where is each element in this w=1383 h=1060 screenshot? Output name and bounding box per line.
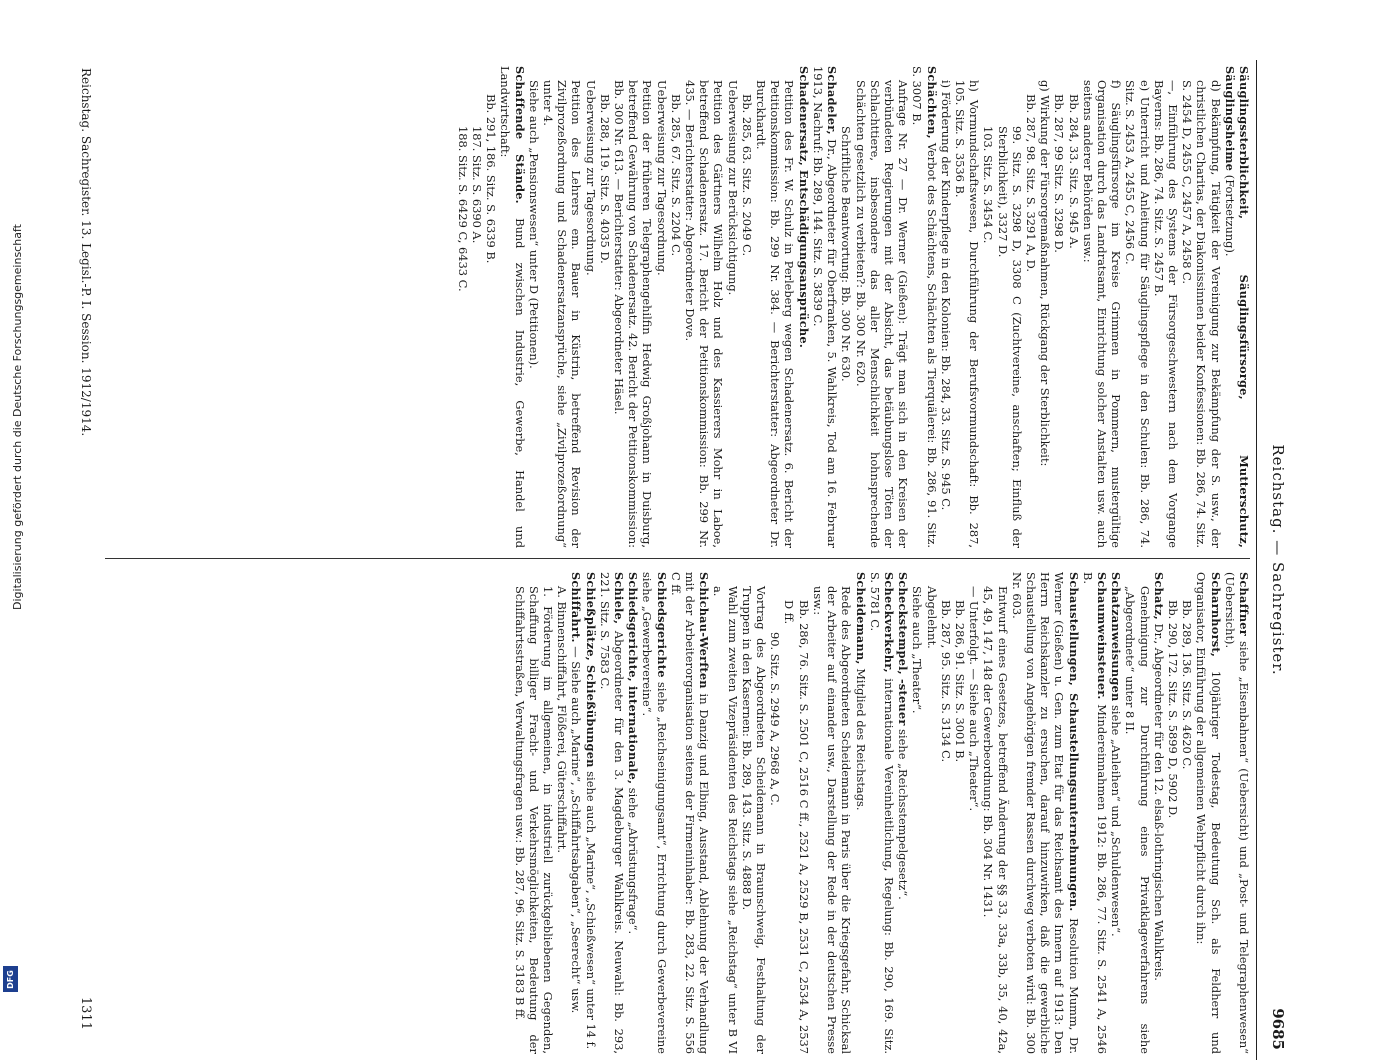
index-entry: [725, 66, 739, 548]
entry-text: Bb. 286, 76. Sitz. S. 2501 C, 2516 C ff., 2521 A, 2529 B, 2531 C, 2534 A, 2537 D ff.: [782, 600, 811, 1054]
entry-text: —, Einführung des Systems der Fürsorgeschwestern nach dem Vorgange Bayerns: Bb. 286, 74. Sitz. S. 2457 B.: [1151, 80, 1180, 548]
entry-text: h) Vormundschaftswesen, Durchführung der Berufsvormundschaft: Bb. 287, 105. Sitz. S. 3536 B.: [952, 80, 982, 548]
entry-text: Ueberweisung zur Berücksichtigung.: [725, 80, 740, 296]
index-entry: [1166, 572, 1180, 1054]
entry-text: Wahl zum zweiten Vizepräsidenten des Reichstags siehe „Reichstag“ unter B VI a.: [711, 586, 740, 1054]
entry-text: Schriftliche Beantwortung: Bb. 300 Nr. 630.: [839, 126, 854, 382]
entry-text: Bb. 288, 119. Sitz. S. 4035 D.: [597, 94, 612, 264]
index-entry: [1024, 66, 1038, 548]
entry-text: Vortrag des Abgeordneten Scheidemann in Braunschweig, Festhaltung der Truppen in den Kasernen: Bb. 289, 143. Sitz. S. 4888 D.: [739, 586, 769, 1054]
entry-keyword: Scharnhorst,: [1208, 572, 1223, 658]
entry-text: Bb. 291, 186. Sitz. S. 6339 B.: [484, 94, 499, 264]
index-entry: [1123, 572, 1151, 1054]
scanned-page: [5, 60, 1295, 1060]
index-entry: [1081, 66, 1124, 548]
entry-text: Rede des Abgeordneten Scheidemann in Paris über die Kriegsgefahr, Schicksal der Arbeiter auf einander usw., Darstellung der Rede in der deutschen Presse usw.:: [810, 586, 854, 1054]
entry-keyword: Schiffahrt.: [569, 572, 584, 643]
index-entry: [768, 572, 782, 1054]
entry-text: Bb. 287, 95. Sitz. S. 3134 C.: [938, 600, 953, 763]
index-entry: [797, 66, 811, 548]
entry-keyword: Schaffner: [1237, 572, 1251, 636]
entry-text: Siehe auch „Theater“.: [910, 586, 925, 714]
index-entry: [839, 66, 853, 548]
entry-keyword: Schadenersatz, Entschädigungsansprüche.: [796, 66, 811, 349]
index-entry: [1194, 572, 1222, 1054]
index-entry: [1010, 572, 1081, 1054]
entry-text: Abgeordneter für den 3. Magdeburger Wahlkreis. Neuwahl: Bb. 293, 221. Sitz. S. 7583 C.: [597, 572, 627, 1054]
entry-text: Petition des Fr. W. Schulz in Perleberg wegen Schadenersatz. 6. Bericht der Petitionskommission: Bb. 299 Nr. 384. — Berichterstatter: Abgeordneter Dr. Burckhardt.: [754, 80, 797, 548]
entry-text: Ueberweisung zur Tagesordnung.: [654, 80, 669, 276]
entry-text: Mitglied des Reichstags.: [853, 664, 868, 811]
page-number: 9685: [1269, 1008, 1287, 1050]
footer-folio: 1311: [78, 996, 93, 1030]
index-entry: [754, 66, 797, 548]
index-entry: [853, 572, 867, 1054]
index-entry: [470, 66, 484, 548]
entry-text: Petition der früheren Telegraphengehilfin Hedwig Großjohann in Duisburg, betreffend Gewährung von Schadenersatz. 42. Bericht der Petitionskommission: Bb. 300 Nr. 613. — Berichterstatter: Abgeordneter Häsel.: [612, 80, 655, 548]
entry-text: 99. Sitz. S. 3298 D, 3308 C (Zuchtvereine, anschaften; Einfluß der Sterblichkeit), 3327 D.: [995, 126, 1024, 548]
index-entry: [1223, 66, 1251, 548]
entry-text: siehe „Reichsstempelgesetz“.: [896, 725, 911, 900]
index-entry: [740, 66, 754, 548]
index-entry: [583, 572, 597, 1054]
entry-keyword: Schadeler,: [825, 66, 840, 135]
funding-notice-text: Digitalisierung gefördert durch die Deutsche Forschungsgemeinschaft: [11, 224, 24, 610]
entry-text: siehe „Eisenbahnen“ (Uebersicht) und „Post- und Telegraphenwesen“ (Uebersicht).: [1222, 572, 1251, 1054]
index-entry: [612, 66, 655, 548]
index-entry: [683, 66, 726, 548]
entry-text: Bund zwischen Industrie, Gewerbe, Handel und Landwirtschaft:: [498, 66, 527, 548]
entry-text: Bb. 289, 136. Sitz. S. 4620 C.: [1180, 600, 1195, 770]
index-entry: [1223, 572, 1251, 1054]
entry-text: Genehmigung zur Durchführung eines Privatklageverfahrens siehe „Abgeordnete“ unter 8 II.: [1123, 586, 1152, 1054]
entry-text: d) Bekämpfung, Tätigkeit der Vereinigung zur Bekämpfung der S. usw., der christlichen Charitas, der Diakonissinnen beider Konfessionen: Bb. 286, 74. Sitz. S. 2454 D, 2455 C, 2457 A, 2458 C.: [1180, 80, 1223, 548]
index-entry: [640, 572, 668, 1054]
entry-keyword: Schatzanweisungen: [1109, 572, 1124, 702]
page-footer: [73, 60, 97, 1060]
index-entry: [811, 66, 839, 548]
index-entry: [1123, 66, 1151, 548]
index-entry: [1052, 66, 1066, 548]
index-entry: [1152, 66, 1180, 548]
index-entry: [669, 572, 712, 1054]
entry-text: Bb. 287, 99 Sitz. S. 3298 D.: [1052, 94, 1067, 253]
index-entry: [896, 572, 910, 1054]
index-entry: [654, 66, 668, 548]
entry-text: Petition des Gärtners Wilhelm Holz und des Kassierers Mohr in Laboe, betreffend Schadenersatz. 17. Bericht der Petitionskommission: Bb. 299 Nr. 435. — Berichterstatter: Abgeordneter Dove.: [683, 80, 726, 548]
entry-keyword: Scheckstempel, -steuer: [896, 572, 911, 726]
entry-text: siehe auch „Marine“, „Schießwesen“ unter 14 f.: [583, 767, 598, 1050]
index-entry: [924, 572, 938, 1054]
entry-text: A. Binnenschiffahrt, Flößerei, Güterschiffahrt.: [555, 586, 570, 854]
entry-text: Resolution Mumm, Dr. Werner (Gießen) u. Gen. zum Etat für das Reichsamt des Innern auf 1913: Den Herrn Reichskanzler zu ersuchen, darauf hinzuwirken, daß die gewerbliche Schaustellung von Angehörigen fremder Rassen durchweg verboten wird: Bb. 300 Nr. 603.: [1009, 572, 1081, 1054]
entry-keyword: Schiele,: [612, 572, 627, 625]
index-entry: [939, 66, 953, 548]
index-entry: [1180, 572, 1194, 1054]
entry-text: — Siehe auch „Marine“, „Schiffahrtsabgaben“, „Seerecht“ usw.: [569, 642, 584, 1014]
index-entry: [512, 572, 555, 1054]
index-entry: [527, 66, 541, 548]
entry-text: Dr., Abgeordneter für den 12. elsaß-lothringischen Wahlkreis.: [1151, 619, 1166, 981]
index-entry: [782, 572, 810, 1054]
index-entry: [1066, 66, 1080, 548]
index-entry: [939, 572, 953, 1054]
index-entry: [811, 572, 854, 1054]
entry-keyword: Schaumweinsteuer.: [1094, 572, 1109, 700]
entry-text: Bb. 287, 98. Sitz. S. 3291 A, D.: [1023, 94, 1038, 272]
index-entry: [541, 66, 584, 548]
page-header: [1256, 60, 1295, 1060]
entry-text: Petition des Lehrers em. Bauer in Küstrin, betreffend Revision der Zivilprozeßordnung und Schadenersatzansprüche, siehe „Zivilprozeßordnung“ unter 4.: [541, 80, 584, 548]
entry-text: f) Säuglingsfürsorge im Kreise Grimmen in Pommern, mustergültige Organisation durch das Landratsamt, Einrichtung solcher Anstalten usw. auch seitens anderer Behörden usw.:: [1080, 80, 1124, 548]
entry-text: 103. Sitz. S. 3454 C.: [981, 126, 996, 244]
entry-text: (Fortsetzung).: [1222, 171, 1237, 257]
entry-text: Entwurf eines Gesetzes, betreffend Änderung der §§ 33, 33a, 33b, 35, 40, 42a, 45, 49, 147, 148 der Gewerbeordnung: Bb. 304 Nr. 1431.: [981, 586, 1010, 1054]
entry-text: Bb. 290, 172. Sitz. S. 5899 D, 5902 D.: [1165, 600, 1180, 819]
entry-keyword: Schießplätze, Schießübungen: [583, 572, 598, 768]
index-entry: [853, 66, 910, 548]
entry-text: Anfrage Nr. 27 — Dr. Werner (Gießen): Trägt man sich in den Kreisen der verbündeten Regierungen mit der Absicht, das betäubungslose Töten der Schlachttiere, insbesondere das aller Menschlichkeit hohnsprechende Schächten gesetzlich zu verbieten?: Bb. 300 Nr. 620.: [853, 80, 911, 548]
index-entry: [456, 66, 470, 548]
entry-text: 1. Förderung im allgemeinen, in industriell zurückgebliebenen Gegenden, Schaffung billiger Fracht- und Verkehrsmöglichkeiten, Bedeutung der Schiffahrtsstraßen, Verwaltungsfragen usw.: Bb. 287, 96. Sitz. S. 3183 B ff.: [512, 586, 556, 1054]
index-entry: [598, 572, 626, 1054]
entry-text: Abgelehnt.: [924, 586, 939, 649]
index-entry: [953, 66, 981, 548]
left-column: [111, 66, 1251, 548]
index-entry: [910, 572, 924, 1054]
entry-keyword: Schatz,: [1151, 572, 1166, 620]
index-entry: [868, 572, 896, 1054]
index-entry: [953, 572, 967, 1054]
index-entry: [1109, 572, 1123, 1054]
dfg-logo-text: DFG: [6, 969, 16, 989]
entry-keyword: Schiedsgerichte, internationale,: [626, 572, 641, 785]
index-entry: [981, 66, 995, 548]
entry-text: — Unterfolgt. — Siehe auch „Theater“.: [967, 586, 982, 812]
index-entry: [669, 66, 683, 548]
entry-text: Bb. 284, 33. Sitz. S. 945 A.: [1066, 94, 1081, 249]
index-entry: [598, 66, 612, 548]
entry-keyword: Schichau-Werften: [697, 572, 712, 689]
index-entry: [995, 66, 1023, 548]
index-entry: [1180, 66, 1223, 548]
entry-text: Verbot des Schächtens, Schächten als Tierquälerei: Bb. 286, 91. Sitz. S. 3007 B.: [910, 66, 939, 548]
entry-keyword: Schaustellungen, Schaustellungsunternehmungen.: [1066, 572, 1081, 912]
right-column: [111, 572, 1251, 1054]
entry-text: i) Förderung der Kinderpflege in den Kolonien: Bb. 284, 33. Sitz. S. 945 C.: [938, 80, 953, 511]
entry-text: Ueberweisung zur Tagesordnung.: [583, 80, 598, 276]
index-entry: [711, 572, 739, 1054]
index-entry: [740, 572, 768, 1054]
index-entry: [498, 66, 526, 548]
index-entry: [1152, 572, 1166, 1054]
entry-text: in Danzig und Elbing, Ausstand, Ablehnung der Verhandlung mit der Arbeiterorganisation seitens der Firmeninhaber: Bb. 283, 22. Sitz. S. 556 C ff.: [668, 572, 712, 1054]
entry-text: Dr., Abgeordneter für Oberfranken, 5. Wahlkreis, Tod am 16. Februar 1913, Nachruf: Bb. 289, 144. Sitz. S. 3839 C.: [810, 66, 840, 548]
index-entry: [569, 572, 583, 1054]
entry-text: Bb. 285, 63. Sitz. S. 2049 C.: [739, 94, 754, 257]
entry-text: Bb. 286, 91. Sitz. S. 3001 B.: [952, 600, 967, 763]
index-entry: [484, 66, 498, 548]
index-entry: [555, 572, 569, 1054]
index-entry: [967, 572, 981, 1054]
entry-text: siehe „Reichseinigungsamt“, Errichtung durch Gewerbevereine siehe „Gewerbevereine“.: [640, 572, 669, 1054]
entry-text: internationale Vereinheitlichung, Regelung: Bb. 290, 169. Sitz. S. 5781 C.: [867, 572, 896, 1054]
entry-text: 188. Sitz. S. 6429 C, 6433 C.: [455, 126, 470, 292]
index-entry: [626, 572, 640, 1054]
index-entry: [1081, 572, 1109, 1054]
entry-text: Mindereinnahmen 1912: Bb. 286, 77. Sitz. S. 2541 A, 2546 B.: [1080, 572, 1109, 1054]
entry-text: g) Wirkung der Fürsorgemaßnahmen, Rückgang der Sterblichkeit:: [1038, 80, 1053, 467]
entry-text: siehe „Abrüstungsfrage“.: [626, 784, 641, 935]
entry-keyword: Säuglingssterblichkeit, Säuglingsfürsorge, Mutterschutz, Säuglingsheime: [1222, 66, 1251, 548]
footer-imprint: Reichstag. Sachregister. 13. Legisl.-P. I. Session. 1912/1914.: [79, 68, 93, 437]
entry-keyword: Scheckverkehr,: [881, 572, 896, 673]
entry-text: Siehe auch „Pensionswesen“ unter D (Petitionen).: [526, 80, 541, 369]
entry-keyword: Schiedsgerichte: [654, 572, 669, 678]
index-entry: [1038, 66, 1052, 548]
entry-keyword: Scheidemann,: [853, 572, 868, 665]
entry-text: 187. Sitz. S. 6390 A.: [470, 126, 485, 244]
entry-keyword: Schaffende Stände.: [512, 66, 527, 204]
index-entry: [583, 66, 597, 548]
index-entry: [910, 66, 938, 548]
entry-text: siehe „Anleihen“ und „Schuldenwesen“.: [1109, 701, 1124, 937]
running-head: Reichstag. — Sachregister.: [1269, 444, 1287, 676]
column-divider: [105, 558, 1250, 559]
entry-text: 90. Sitz. S. 2949 A, 2968 A, C.: [768, 632, 783, 806]
entry-text: 100jähriger Todestag, Bedeutung Sch. als Feldherr und Organisator, Einführung der allgemeinen Wehrpflicht durch ihn:: [1194, 572, 1223, 1054]
entry-keyword: Schächten,: [924, 66, 939, 139]
entry-text: Bb. 285, 67. Sitz. S. 2204 C.: [668, 94, 683, 257]
entry-text: e) Unterricht und Anleitung für Säuglingspflege in den Schulen: Bb. 286, 74. Sitz. S. 2453 A, 2455 C, 2456 C.: [1123, 80, 1152, 548]
index-entry: [981, 572, 1009, 1054]
